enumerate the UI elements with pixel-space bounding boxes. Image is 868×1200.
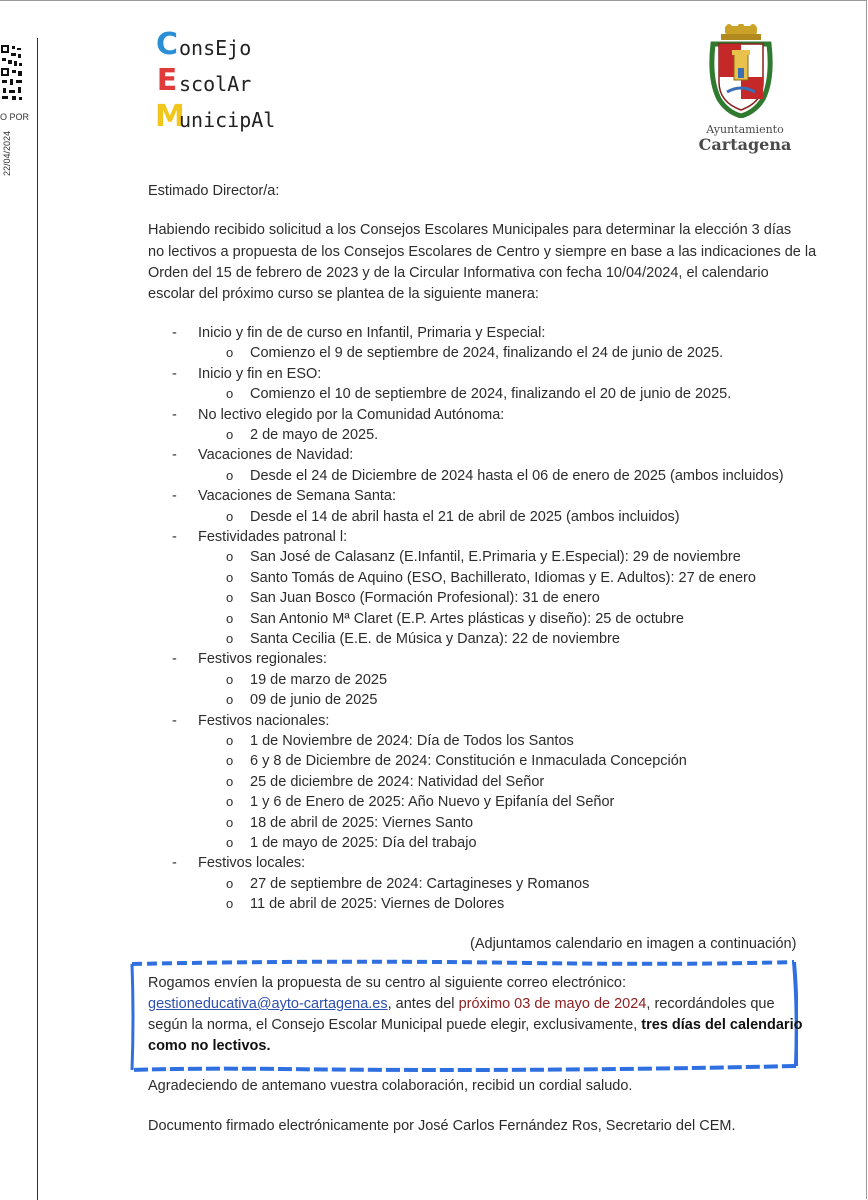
dash-bullet: - xyxy=(172,712,177,729)
section-label: Festivos locales: xyxy=(198,855,306,872)
circle-bullet: o xyxy=(226,610,234,626)
list-item: Desde el 14 de abril hasta el 21 de abril de 2025 (ambos incluidos) xyxy=(250,508,680,525)
section-label: Inicio y fin en ESO: xyxy=(198,365,322,382)
sidebar-por-label: O POR xyxy=(0,112,30,122)
circle-bullet: o xyxy=(226,386,234,402)
circle-bullet: o xyxy=(226,427,234,442)
cem-rest-municipal: unicipAl xyxy=(179,108,276,132)
request-mid: , antes del xyxy=(387,996,459,1012)
dash-bullet: - xyxy=(172,365,177,382)
section-label: Festivos nacionales: xyxy=(198,712,330,729)
circle-bullet: o xyxy=(226,814,234,830)
list-item: San José de Calasanz (E.Infantil, E.Primaria y E.Especial): 29 de noviembre xyxy=(250,549,741,566)
section-label: Festividades patronal l: xyxy=(198,529,348,545)
request-line-1: Rogamos envíen la propuesta de su centro al siguiente correo electrónico: xyxy=(148,975,626,991)
signature-line: Documento firmado electrónicamente por José Carlos Fernández Ros, Secretario del CEM. xyxy=(148,1118,736,1134)
cem-rest-escolar: scolAr xyxy=(179,72,252,96)
list-item: Santo Tomás de Aquino (ESO, Bachillerato, Idiomas y E. Adultos): 27 de enero xyxy=(250,569,756,586)
circle-bullet: o xyxy=(226,835,234,850)
list-item: Santa Cecilia (E.E. de Música y Danza): 22 de noviembre xyxy=(250,631,620,647)
highlight-no-lectivos: como no lectivos. xyxy=(148,1038,271,1054)
circle-bullet: o xyxy=(226,467,234,483)
circle-bullet: o xyxy=(226,753,234,769)
dash-bullet: - xyxy=(172,651,177,668)
qr-code-icon xyxy=(0,44,24,102)
list-item: San Juan Bosco (Formación Profesional): 31 de enero xyxy=(250,590,600,607)
cem-row-escolar xyxy=(155,63,252,100)
dash-bullet: - xyxy=(172,488,177,505)
cem-rest-consejo: onsEjo xyxy=(179,36,252,60)
city-label: Cartagena xyxy=(698,135,792,154)
circle-bullet: o xyxy=(226,508,234,524)
circle-bullet: o xyxy=(226,549,234,565)
circle-bullet: o xyxy=(226,631,234,646)
circle-bullet: o xyxy=(226,590,234,606)
section-label: No lectivo elegido por la Comunidad Autónoma: xyxy=(198,406,505,423)
ayuntamiento-label: Ayuntamiento xyxy=(706,123,784,136)
circle-bullet: o xyxy=(226,875,234,891)
circle-bullet: o xyxy=(226,569,234,585)
intro-line: Orden del 15 de febrero de 2023 y de la Circular Informativa con fecha 10/04/2024, el calendario xyxy=(148,265,769,281)
highlight-days: tres días del calendario xyxy=(641,1017,803,1033)
contact-email-link[interactable]: gestioneducativa@ayto-cartagena.es xyxy=(148,996,388,1012)
section-label: Inicio y fin de de curso en Infantil, Primaria y Especial: xyxy=(198,325,546,341)
circle-bullet: o xyxy=(226,692,234,708)
circle-bullet: o xyxy=(226,794,234,810)
circle-bullet: o xyxy=(226,896,234,912)
circle-bullet: o xyxy=(226,773,234,789)
deadline-text: próximo 03 de mayo de 2024 xyxy=(458,996,647,1012)
closing-line: Agradeciendo de antemano vuestra colaboración, recibid un cordial saludo. xyxy=(148,1078,633,1094)
list-item: Desde el 24 de Diciembre de 2024 hasta el 06 de enero de 2025 (ambos incluidos) xyxy=(250,467,784,484)
list-item: 1 de mayo de 2025: Día del trabajo xyxy=(250,835,477,851)
cem-logo xyxy=(155,28,345,140)
circle-bullet: o xyxy=(226,345,234,361)
list-item: 11 de abril de 2025: Viernes de Dolores xyxy=(250,896,505,913)
list-item: Comienzo el 10 de septiembre de 2024, finalizando el 20 de junio de 2025. xyxy=(250,386,732,403)
dash-bullet: - xyxy=(172,406,177,423)
list-item: 2 de mayo de 2025. xyxy=(250,427,379,443)
ayuntamiento-branding xyxy=(690,123,800,154)
list-item: 18 de abril de 2025: Viernes Santo xyxy=(250,814,474,831)
request-line-3-text: según la norma, el Consejo Escolar Municipal puede elegir, exclusivamente, xyxy=(148,1017,642,1033)
list-item: 25 de diciembre de 2024: Natividad del Señor xyxy=(250,773,545,790)
request-line-2 xyxy=(148,994,775,1015)
cem-row-municipal xyxy=(155,99,276,136)
intro-line: escolar del próximo curso se plantea de la siguiente manera: xyxy=(148,286,539,302)
list-item: 27 de septiembre de 2024: Cartagineses y Romanos xyxy=(250,875,590,892)
section-label: Vacaciones de Navidad: xyxy=(198,447,354,464)
list-item: 6 y 8 de Diciembre de 2024: Constitución e Inmaculada Concepción xyxy=(250,753,687,770)
list-item: San Antonio Mª Claret (E.P. Artes plásticas y diseño): 25 de octubre xyxy=(250,610,684,627)
list-item: 1 de Noviembre de 2024: Día de Todos los Santos xyxy=(250,733,574,749)
dash-bullet: - xyxy=(172,529,177,545)
list-item: Comienzo el 9 de septiembre de 2024, finalizando el 24 de junio de 2025. xyxy=(250,345,724,362)
cem-letter-m: M xyxy=(155,99,185,134)
intro-line: Habiendo recibido solicitud a los Consejos Escolares Municipales para determinar la elección 3 días xyxy=(148,222,792,238)
cem-row-consejo xyxy=(155,27,252,64)
margin-rule xyxy=(37,38,38,1200)
section-label: Vacaciones de Semana Santa: xyxy=(198,488,397,505)
circle-bullet: o xyxy=(226,671,234,687)
list-item: 09 de junio de 2025 xyxy=(250,692,378,709)
cartagena-crest-icon xyxy=(705,24,777,118)
attachment-note: (Adjuntamos calendario en imagen a continuación) xyxy=(470,936,797,952)
circle-bullet: o xyxy=(226,733,234,748)
dash-bullet: - xyxy=(172,325,177,341)
request-after-deadline: , recordándoles que xyxy=(646,996,775,1012)
cem-letter-c: C xyxy=(155,27,179,62)
dash-bullet: - xyxy=(172,447,177,464)
sidebar-date: 22/04/2024 xyxy=(2,130,12,176)
intro-line: no lectivos a propuesta de los Consejos Escolares de Centro y siempre en base a las indicaciones de la xyxy=(148,244,817,260)
section-label: Festivos regionales: xyxy=(198,651,327,668)
request-line-3 xyxy=(148,1015,802,1036)
list-item: 1 y 6 de Enero de 2025: Año Nuevo y Epifanía del Señor xyxy=(250,794,615,811)
dash-bullet: - xyxy=(172,855,177,872)
greeting: Estimado Director/a: xyxy=(148,183,280,199)
cem-letter-e: E xyxy=(156,63,178,98)
list-item: 19 de marzo de 2025 xyxy=(250,671,388,688)
